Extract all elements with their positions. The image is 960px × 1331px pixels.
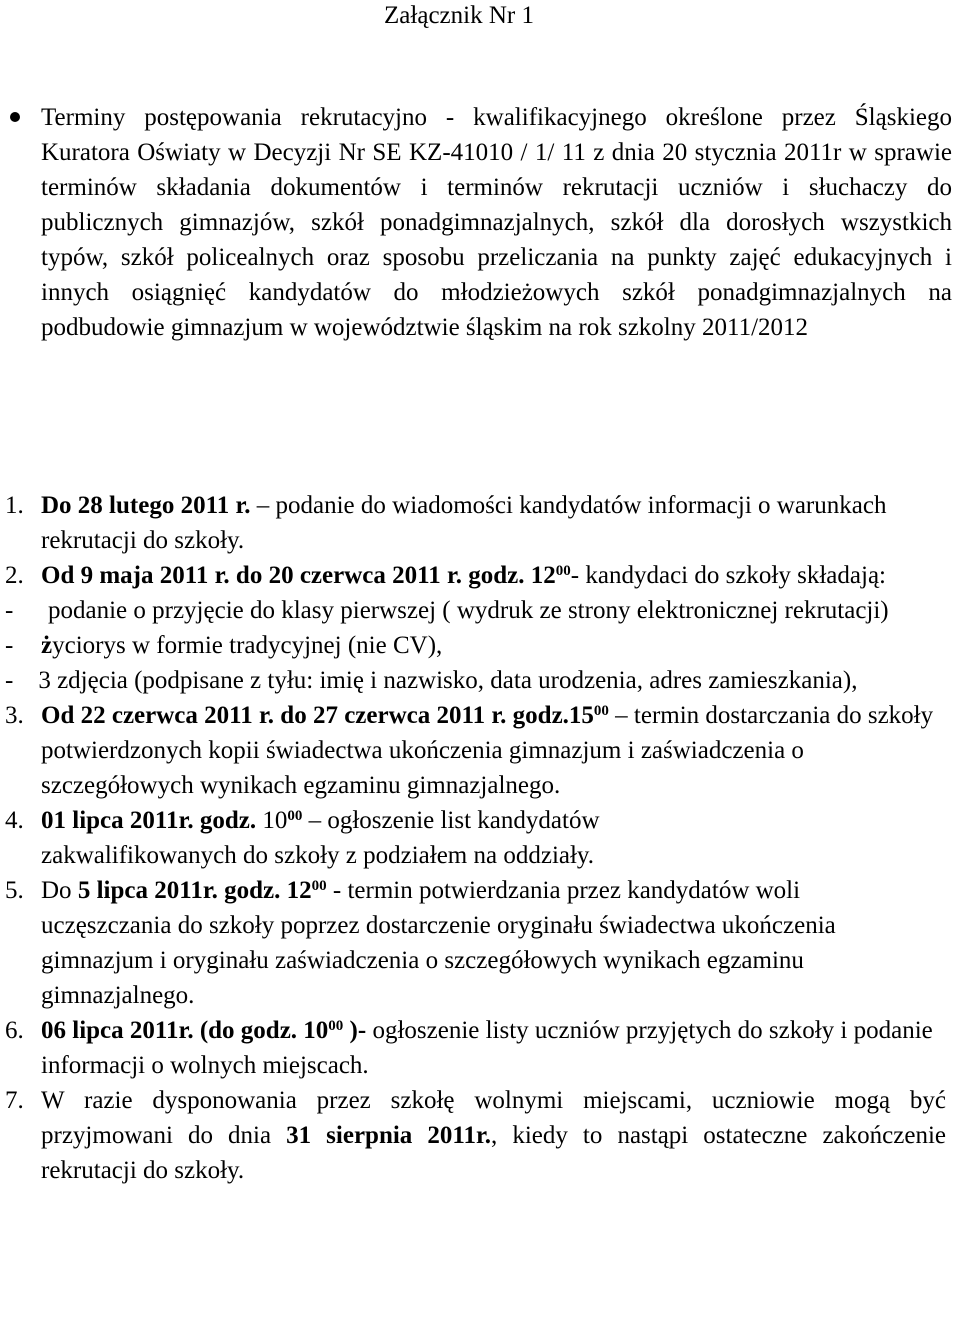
list-item-7 [0,1083,960,1188]
list-item-6 [0,1013,960,1083]
sub-item-text: 3 zdjęcia (podpisane z tyłu: imię i nazwisko, data urodzenia, adres zamieszkania), [38,667,858,694]
list-item-3 [0,698,960,803]
list-item-5 [0,873,960,1013]
intro-text: Terminy postępowania rekrutacyjno - kwalifikacyjnego określone przez Śląskiego Kuratora Oświaty w Decyzji Nr SE KZ-41010 / 1/ 11 z dnia 20 stycznia 2011r w sprawie terminów składania dokumentów i terminów rekrutacji uczniów i słuchaczy do publicznych gimnazjów, szkół ponadgimnazjalnych, szkół dla dorosłych wszystkich typów, szkół policealnych oraz sposobu przeliczania na punkty zajęć edukacyjnych i innych osiągnięć kandydatów do młodzieżowych szkół ponadgimnazjalnych na podbudowie gimnazjum w województwie śląskim na rok szkolny 2011/2012 [41,104,952,341]
sub-item-3 [0,663,960,698]
bullet-icon [10,112,20,122]
deadline-list [0,488,960,1188]
item-date: Do 28 lutego 2011 r. [41,492,251,519]
item-date: Od 9 maja 2011 r. do 20 czerwca 2011 r. godz. 12 [41,562,556,589]
item-hour-sup: 00 [311,878,327,894]
item-prefix: W razie dysponowania przez szkołę wolnymi miejscami, uczniowie mogą być przyjmowani do dnia [41,1087,946,1149]
item-hour-sup: 00 [287,808,303,824]
item-number: 5. [5,877,24,904]
item-text: , kiedy to nastąpi ostateczne zakończenie rekrutacji do szkoły. [41,1122,946,1184]
item-date: 06 lipca 2011r. (do godz. 10 [41,1017,329,1044]
list-item-4 [0,803,960,873]
item-date: 31 sierpnia 2011r. [286,1122,492,1149]
page-title: Załącznik Nr 1 [384,2,534,29]
list-item-1 [0,488,960,558]
item-text: ogłoszenie listy uczniów przyjętych do szkoły i podanie informacji o wolnych miejscach. [41,1017,933,1079]
item-hour-sup: 00 [328,1018,344,1034]
item-text: – podanie do wiadomości kandydatów informacji o warunkach rekrutacji do szkoły. [41,492,887,554]
item-date: 01 lipca 2011r. godz. [41,807,257,834]
item-hour-sup: 00 [555,563,571,579]
sub-item-bold: ż [41,632,53,659]
item-text: - kandydaci do szkoły składają: [570,562,886,589]
item-text: - termin potwierdzania przez kandydatów woli uczęszczania do szkoły poprzez dostarczenie oryginału świadectwa ukończenia gimnazjum i oryginału zaświadczenia o szczegółowych wynikach egzaminu gimnazjalnego. [41,877,836,1009]
sub-item-dash: - [5,632,14,659]
item-prefix: Do [41,877,78,904]
item-date: 5 lipca 2011r. godz. 12 [77,877,312,904]
item-number: 2. [5,562,24,589]
sub-item-text: yciorys w formie tradycyjnej (nie CV), [52,632,443,659]
item-number: 1. [5,492,24,519]
item-number: 3. [5,702,24,729]
item-date: Od 22 czerwca 2011 r. do 27 czerwca 2011 r. godz.15 [41,702,594,729]
item-number: 4. [5,807,24,834]
item-date-close: )- [343,1017,367,1044]
item-text: – termin dostarczania do szkoły potwierdzonych kopii świadectwa ukończenia gimnazjum i zaświadczenia o szczegółowych wynikach egzaminu gimnazjalnego. [41,702,934,799]
list-item-2 [0,558,960,593]
item-hour-sup: 00 [593,703,609,719]
sub-item-text: podanie o przyjęcie do klasy pierwszej ( wydruk ze strony elektronicznej rekrutacji) [48,597,889,624]
sub-item-1 [0,593,960,628]
sub-item-dash: - [5,597,14,624]
item-hour: 10 [256,807,288,834]
item-number: 7. [5,1087,24,1114]
item-text: – ogłoszenie list kandydatów zakwalifikowanych do szkoły z podziałem na oddziały. [41,807,600,869]
sub-item-2 [0,628,960,663]
sub-item-dash: - [5,667,14,694]
item-number: 6. [5,1017,24,1044]
